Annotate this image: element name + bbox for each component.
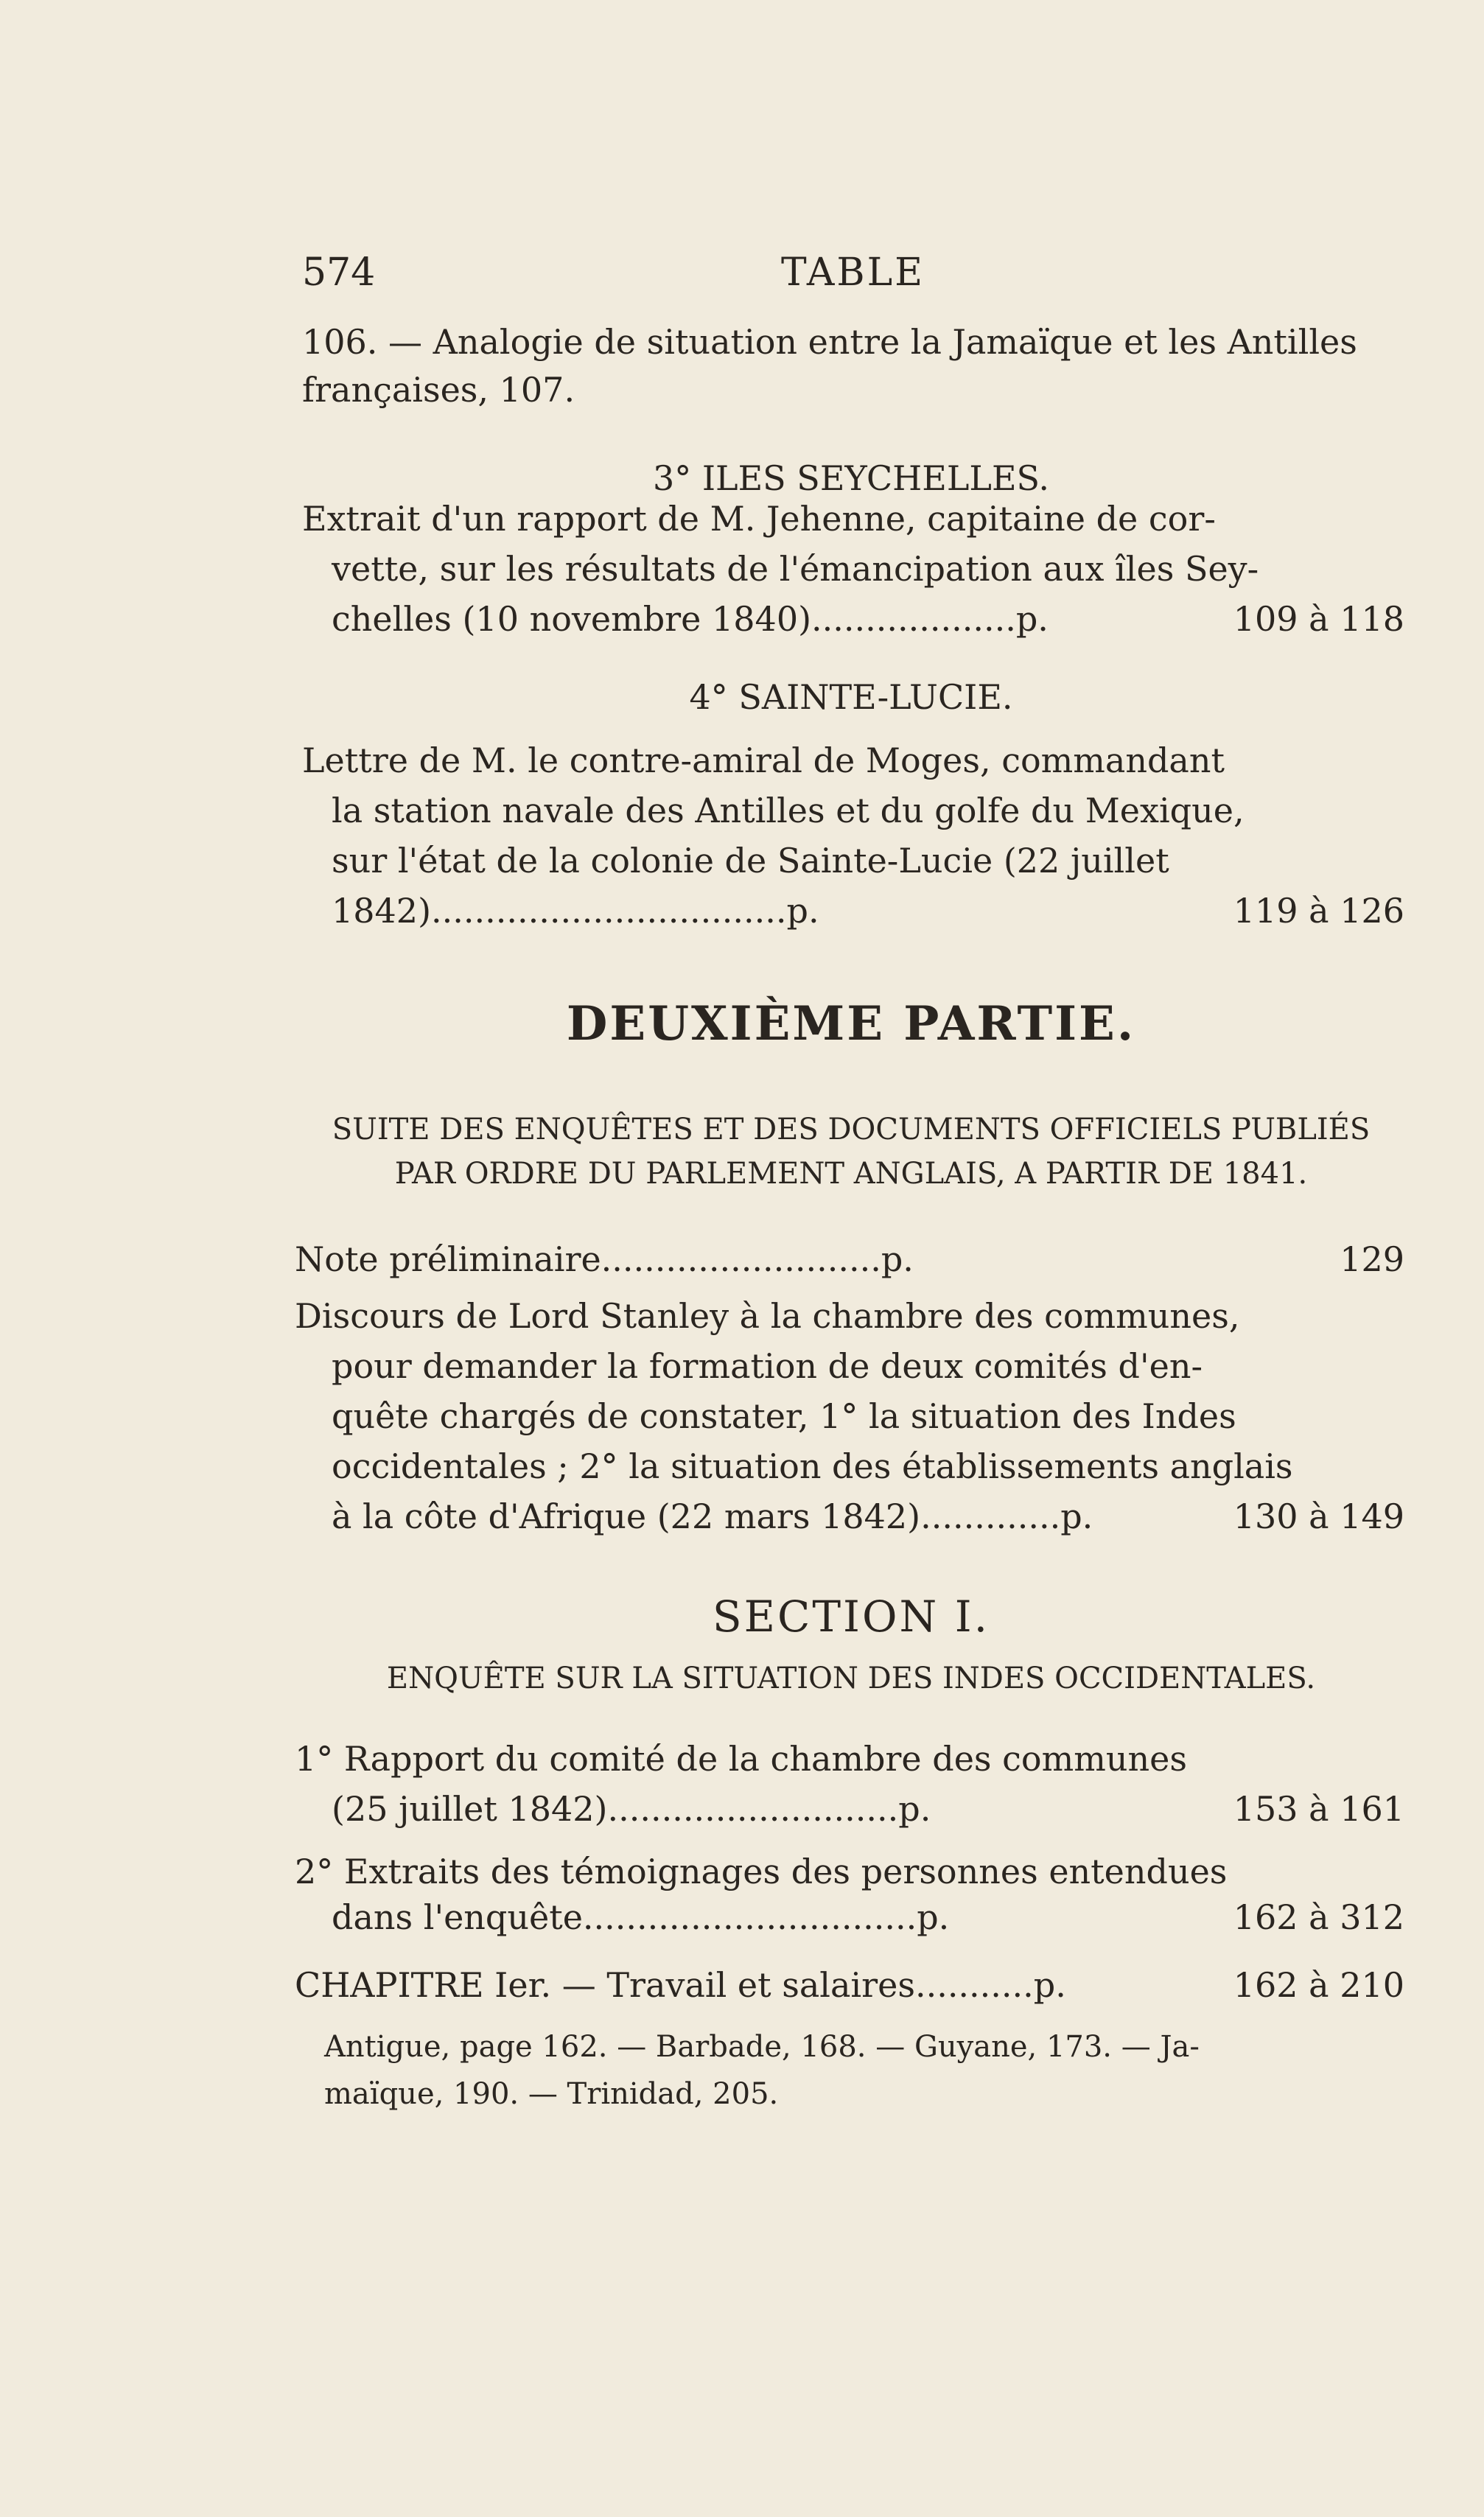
note-entry: Note préliminaire..........................p.: [295, 1239, 914, 1279]
section-title: SECTION I.: [712, 1592, 990, 1642]
running-header: [302, 251, 1407, 302]
part-title: DEUXIÈME PARTIE.: [566, 996, 1136, 1051]
section-subtitle: ENQUÊTE SUR LA SITUATION DES INDES OCCIDENTALES.: [386, 1662, 1316, 1695]
intro-line-2: françaises, 107.: [302, 370, 575, 410]
sainte-lucie-heading: 4° SAINTE-LUCIE.: [689, 677, 1013, 717]
sainte-lucie-pages: 119 à 126: [1233, 891, 1404, 931]
chapitre-sub-line-2: maïque, 190. — Trinidad, 205.: [324, 2077, 779, 2111]
discours-line-4: occidentales ; 2° la situation des établissements anglais: [332, 1446, 1293, 1486]
discours-line-1: Discours de Lord Stanley à la chambre des communes,: [295, 1296, 1240, 1336]
chapitre-sub-line-1: Antigue, page 162. — Barbade, 168. — Guyane, 173. — Ja-: [324, 2030, 1200, 2064]
note-pages: 129: [1340, 1239, 1404, 1279]
rapport-line-1: 1° Rapport du comité de la chambre des communes: [295, 1739, 1187, 1779]
intro-line-1: 106. — Analogie de situation entre la Jamaïque et les Antilles: [302, 322, 1357, 362]
discours-line-3: quête chargés de constater, 1° la situation des Indes: [332, 1396, 1236, 1436]
chapitre-entry: CHAPITRE Ier. — Travail et salaires...........p.: [295, 1965, 1066, 2005]
part-subtitle-line-1: SUITE DES ENQUÊTES ET DES DOCUMENTS OFFICIELS PUBLIÉS: [332, 1113, 1371, 1147]
extraits-line-1: 2° Extraits des témoignages des personnes entendues: [295, 1852, 1228, 1891]
page-number: 574: [302, 251, 376, 295]
seychelles-line-1: Extrait d'un rapport de M. Jehenne, capitaine de cor-: [302, 499, 1216, 539]
seychelles-line-2: vette, sur les résultats de l'émancipation aux îles Sey-: [332, 549, 1259, 589]
part-subtitle-line-2: PAR ORDRE DU PARLEMENT ANGLAIS, A PARTIR DE 1841.: [394, 1157, 1308, 1191]
sainte-lucie-line-3: sur l'état de la colonie de Sainte-Lucie (22 juillet: [332, 841, 1169, 881]
extraits-line-2: dans l'enquête...............................p.: [332, 1897, 950, 1937]
rapport-pages: 153 à 161: [1233, 1789, 1404, 1829]
running-title: TABLE: [781, 251, 925, 295]
discours-line-2: pour demander la formation de deux comités d'en-: [332, 1346, 1203, 1386]
extraits-pages: 162 à 312: [1233, 1897, 1404, 1937]
discours-pages: 130 à 149: [1233, 1496, 1404, 1536]
seychelles-pages: 109 à 118: [1233, 599, 1404, 639]
discours-line-5: à la côte d'Afrique (22 mars 1842).............p.: [332, 1496, 1093, 1536]
sainte-lucie-line-1: Lettre de M. le contre-amiral de Moges, commandant: [302, 741, 1225, 780]
sainte-lucie-line-4: 1842).................................p.: [332, 891, 819, 931]
chapitre-pages: 162 à 210: [1233, 1965, 1404, 2005]
seychelles-line-3: chelles (10 novembre 1840)...................p.: [332, 599, 1049, 639]
sainte-lucie-line-2: la station navale des Antilles et du golfe du Mexique,: [332, 791, 1245, 830]
rapport-line-2: (25 juillet 1842)...........................p.: [332, 1789, 931, 1829]
seychelles-heading: 3° ILES SEYCHELLES.: [652, 458, 1050, 498]
